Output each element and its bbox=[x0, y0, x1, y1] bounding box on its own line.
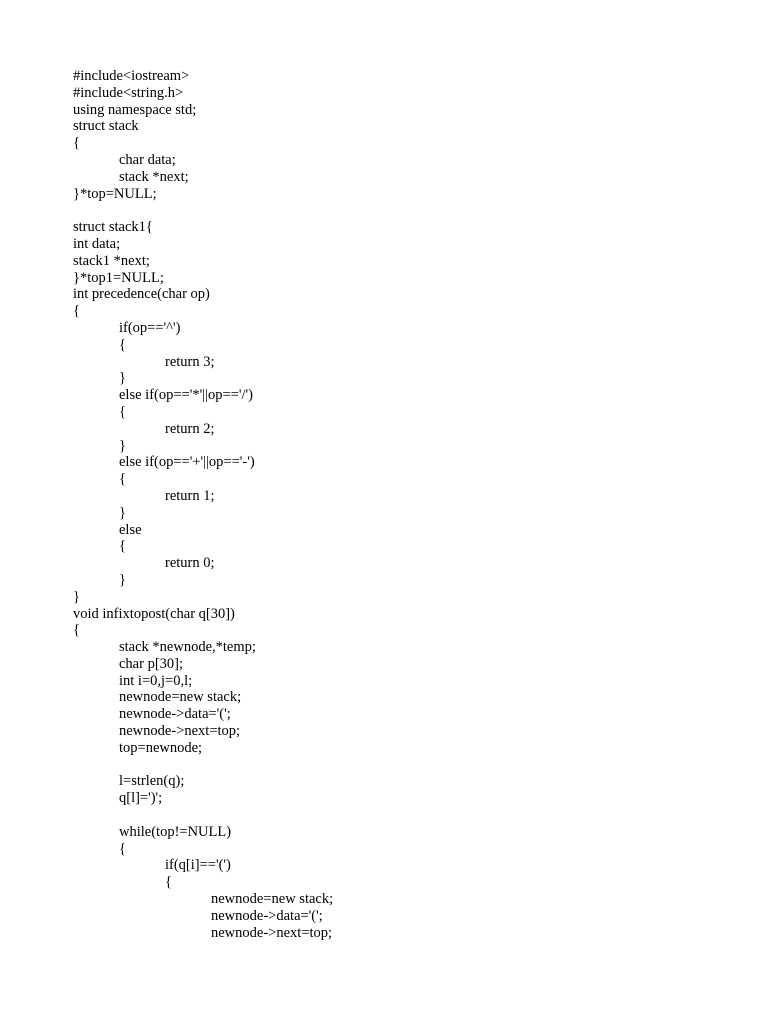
code-document bbox=[73, 68, 713, 941]
code-line: stack1 *next; bbox=[73, 252, 150, 269]
blank-line bbox=[73, 202, 713, 219]
code-line: int i=0,j=0,l; bbox=[119, 672, 193, 689]
code-line: using namespace std; bbox=[73, 101, 197, 118]
blank-line bbox=[73, 757, 713, 774]
code-line: if(op=='^') bbox=[119, 319, 181, 336]
code-line: char p[30]; bbox=[119, 655, 184, 672]
code-line: if(q[i]=='(') bbox=[165, 857, 231, 874]
code-line: #include<string.h> bbox=[73, 84, 184, 101]
code-line: }*top1=NULL; bbox=[73, 269, 164, 286]
code-line: return 0; bbox=[165, 555, 215, 572]
code-line: { bbox=[119, 336, 126, 353]
code-line: { bbox=[119, 471, 126, 488]
code-line: }*top=NULL; bbox=[73, 185, 157, 202]
code-line: return 1; bbox=[165, 487, 215, 504]
code-line: else if(op=='+'||op=='-') bbox=[119, 454, 255, 471]
code-line: stack *newnode,*temp; bbox=[119, 639, 256, 656]
code-line: else if(op=='*'||op=='/') bbox=[119, 387, 253, 404]
code-line: struct stack1{ bbox=[73, 219, 153, 236]
code-line: } bbox=[73, 588, 80, 605]
code-line: newnode->next=top; bbox=[211, 924, 333, 941]
code-line: } bbox=[119, 370, 126, 387]
code-line: newnode->next=top; bbox=[119, 723, 241, 740]
code-line: newnode->data='('; bbox=[119, 706, 231, 723]
code-line: { bbox=[119, 403, 126, 420]
code-line: { bbox=[119, 538, 126, 555]
code-line: } bbox=[119, 504, 126, 521]
code-line: while(top!=NULL) bbox=[119, 823, 232, 840]
code-line: newnode=new stack; bbox=[119, 689, 242, 706]
code-line: top=newnode; bbox=[119, 739, 203, 756]
code-line: else bbox=[119, 521, 142, 538]
code-line: { bbox=[73, 303, 80, 320]
code-line: #include<iostream> bbox=[73, 68, 190, 84]
code-line: l=strlen(q); bbox=[119, 773, 185, 790]
code-line: { bbox=[73, 135, 80, 152]
code-line: newnode=new stack; bbox=[211, 891, 334, 908]
code-line: char data; bbox=[119, 151, 176, 168]
code-line: q[l]=')'; bbox=[119, 790, 163, 807]
code-line: stack *next; bbox=[119, 168, 189, 185]
code-line: struct stack bbox=[73, 118, 139, 135]
blank-line bbox=[73, 807, 713, 824]
code-line: return 3; bbox=[165, 353, 215, 370]
code-line: newnode->data='('; bbox=[211, 907, 323, 924]
code-line: } bbox=[119, 571, 126, 588]
code-line: int data; bbox=[73, 235, 121, 252]
code-line: int precedence(char op) bbox=[73, 286, 210, 303]
code-line: { bbox=[119, 840, 126, 857]
code-line: void infixtopost(char q[30]) bbox=[73, 605, 235, 622]
code-line: { bbox=[73, 622, 80, 639]
code-line: { bbox=[165, 874, 172, 891]
code-line: return 2; bbox=[165, 420, 215, 437]
code-line: } bbox=[119, 437, 126, 454]
